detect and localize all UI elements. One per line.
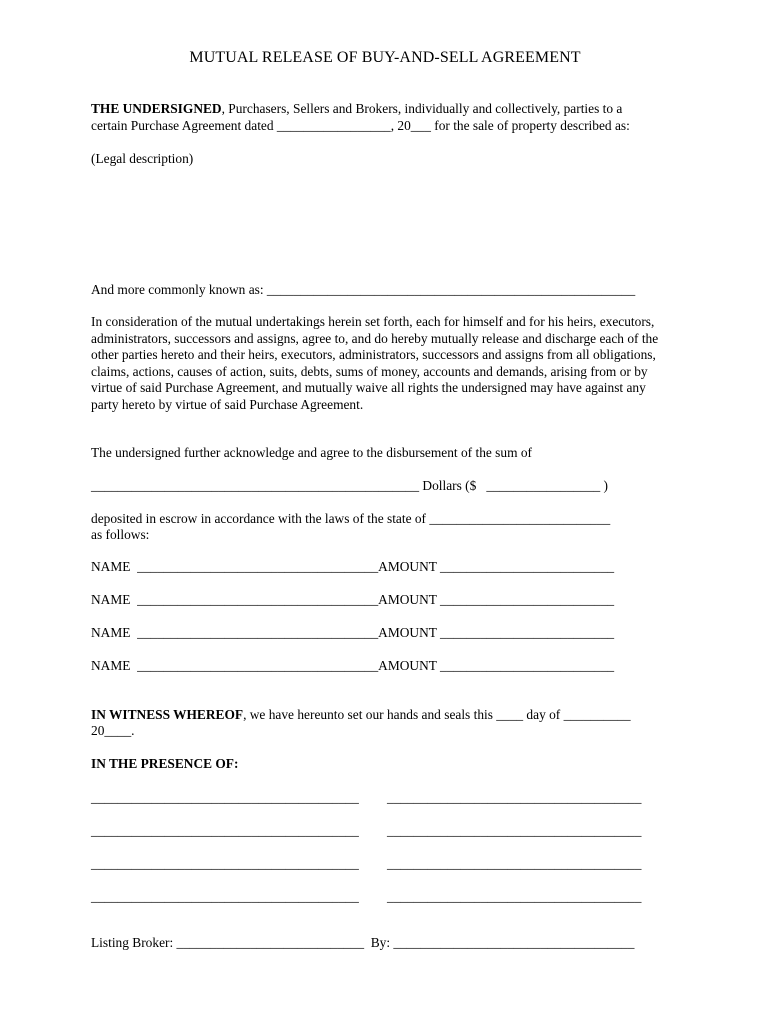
legal-description-label: (Legal description) xyxy=(91,151,194,166)
name-amount-row: NAME ____________________________________AMOUNT __________________________ xyxy=(91,658,615,673)
witness-bold-lead: IN WITNESS WHEREOF xyxy=(91,707,244,722)
escrow-line-1: deposited in escrow in accordance with the laws of the state of ___________________________ xyxy=(91,511,611,526)
escrow-line-2: as follows: xyxy=(91,527,150,542)
name-amount-row: NAME ____________________________________AMOUNT __________________________ xyxy=(91,625,615,640)
consideration-line-2: administrators, successors and assigns, agree to, and do hereby mutually release and discharge each of the xyxy=(91,330,659,346)
party-signature-line: ______________________________________ xyxy=(387,790,642,805)
consideration-line-5: virtue of said Purchase Agreement, and mutually waive all rights the undersigned may have against any xyxy=(91,380,646,395)
document-title: MUTUAL RELEASE OF BUY-AND-SELL AGREEMENT xyxy=(189,49,581,66)
party-signature-line: ______________________________________ xyxy=(387,823,642,838)
name-amount-row: NAME ____________________________________AMOUNT __________________________ xyxy=(91,592,615,607)
consideration-line-4: claims, actions, causes of action, suits, debts, sums of money, accounts and demands, arising from or by xyxy=(91,363,648,379)
presence-heading-text: IN THE PRESENCE OF: xyxy=(91,756,239,771)
presence-heading xyxy=(91,756,238,773)
witness-signature-line: ________________________________________ xyxy=(91,823,359,838)
dollars-line: _________________________________________________ Dollars ($ _________________ ) xyxy=(91,478,609,493)
consideration-line-1: In consideration of the mutual undertakings herein set forth, each for himself and for his heirs, executors, xyxy=(91,314,655,329)
intro-line-1-rest: , Purchasers, Sellers and Brokers, individually and collectively, parties to a xyxy=(221,101,623,116)
witness-signature-line: ________________________________________ xyxy=(91,790,359,805)
witness-line-1 xyxy=(91,707,631,724)
consideration-line-6: party hereto by virtue of said Purchase Agreement. xyxy=(91,396,364,412)
intro-bold-lead: THE UNDERSIGNED xyxy=(91,101,222,116)
witness-signature-line: ________________________________________ xyxy=(91,889,359,904)
name-amount-row: NAME ____________________________________AMOUNT __________________________ xyxy=(91,559,615,574)
consideration-line-3: other parties hereto and their heirs, executors, administrators, successors and assigns from all obligations, xyxy=(91,347,656,362)
disbursement-intro: The undersigned further acknowledge and agree to the disbursement of the sum of xyxy=(91,445,533,460)
witness-signature-line: ________________________________________ xyxy=(91,856,359,871)
listing-broker-line: Listing Broker: ____________________________ By: ____________________________________ xyxy=(91,935,635,950)
party-signature-line: ______________________________________ xyxy=(387,889,642,904)
intro-line-2: certain Purchase Agreement dated _________________, 20___ for the sale of property described as: xyxy=(91,118,630,133)
commonly-known-line: And more commonly known as: _______________________________________________________ xyxy=(91,282,636,297)
witness-line-1-rest: , we have hereunto set our hands and seals this ____ day of __________ xyxy=(243,707,631,722)
witness-line-2: 20____. xyxy=(91,723,135,738)
intro-line-1 xyxy=(91,101,622,118)
party-signature-line: ______________________________________ xyxy=(387,856,642,871)
